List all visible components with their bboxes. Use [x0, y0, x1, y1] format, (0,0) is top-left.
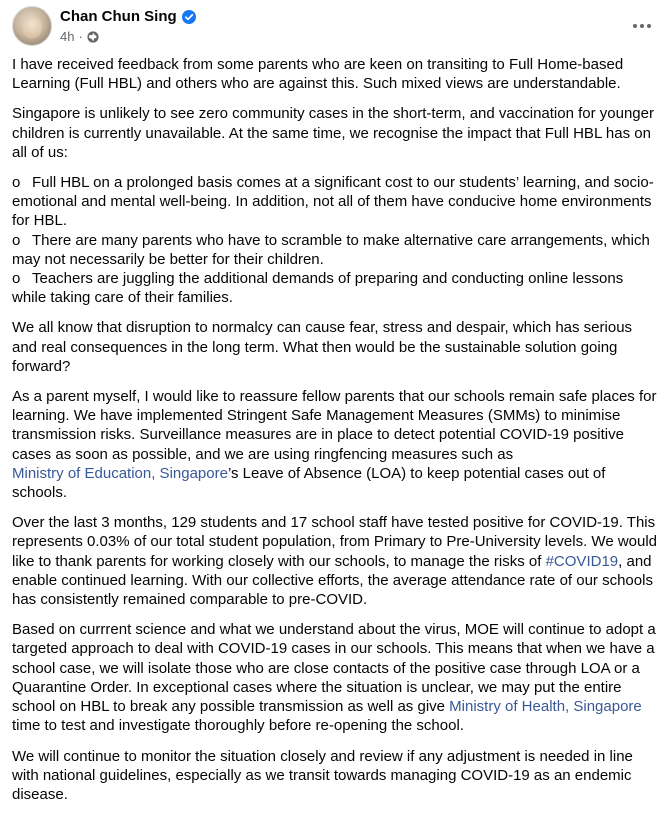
bullet-text: There are many parents who have to scramble to make alternative care arrangements, which may not necessarily be better for their children.	[12, 231, 650, 268]
globe-icon[interactable]	[87, 31, 99, 43]
paragraph-4	[12, 387, 660, 502]
paragraph-3: We all know that disruption to normalcy can cause fear, stress and despair, which has serious and real consequences in the long term. What then would be the sustainable solution going forward?	[12, 319, 633, 375]
post-meta	[60, 29, 99, 44]
paragraph-6-text-b: time to test and investigate thoroughly before re-opening the school.	[12, 717, 464, 735]
author-row	[60, 8, 196, 25]
covid19-hashtag-link[interactable]: #COVID19	[545, 552, 619, 570]
more-options-icon	[632, 16, 652, 34]
post-header	[0, 0, 670, 50]
verified-badge-icon	[182, 10, 196, 24]
avatar[interactable]	[12, 6, 52, 46]
author-name[interactable]: Chan Chun Sing	[60, 8, 177, 25]
paragraph-7: We will continue to monitor the situation closely and review if any adjustment is needed in line with national guidelines, especially as we transit towards managing COVID-19 as an endemic disease.	[12, 747, 633, 803]
paragraph-6-text-a: Based on currrent science and what we understand about the virus, MOE will continue to adopt a targeted approach to deal with COVID-19 cases in our schools. This means that when we have a school case, we will isolate those who are close contacts of the positive case through LOA or a Quarantine Order. In exceptional cases where the situation is unclear, we may put the entire school on HBL to break any possible transmission as well as give	[12, 621, 656, 716]
paragraph-2: Singapore is unlikely to see zero community cases in the short-term, and vaccination for younger children is currently unavailable. At the same time, we recognise the impact that Full HBL has on all of us:	[12, 105, 654, 161]
paragraph-4-text-a: As a parent myself, I would like to reassure fellow parents that our schools remain safe places for learning. We have implemented Stringent Safe Management Measures (SMMs) to minimise transmission risks. Surveillance measures are in place to detect potential COVID-19 positive cases as soon as possible, and we are using ringfencing measures such as	[12, 388, 657, 463]
paragraph-5-text-a: Over the last 3 months, 129 students and 17 school staff have tested positive for COVID-19. This represents 0.03% of our total student population, from Primary to Pre-University levels. We would like to thank parents for working closely with our schools, to manage the risks of	[12, 514, 658, 570]
bullet-mark: o	[12, 270, 21, 288]
moh-page-link[interactable]: Ministry of Health, Singapore	[449, 698, 642, 716]
bullet-mark: o	[12, 174, 21, 192]
paragraph-5-text-b: , and enable continued learning. With our collective efforts, the average attendance rate of our schools has consistently remained comparable to pre-COVID.	[12, 552, 653, 609]
bullet-mark: o	[12, 231, 21, 249]
paragraph-1: I have received feedback from some parents who are keen on transiting to Full Home-based Learning (Full HBL) and others who are against this. Such mixed views are understandable.	[12, 56, 624, 93]
post-time[interactable]: 4h	[60, 29, 75, 44]
bullet-text: Teachers are juggling the additional demands of preparing and conducting online lessons while taking care of their families.	[12, 270, 624, 307]
paragraph-5	[12, 513, 660, 609]
bullet-list	[12, 173, 660, 307]
list-item	[12, 269, 660, 307]
bullet-text: Full HBL on a prolonged basis comes at a significant cost to our students’ learning, and socio-emotional and mental well-being. In addition, not all of them have conducive home environments for HBL.	[12, 174, 654, 230]
post-body	[12, 55, 660, 815]
more-options-button[interactable]	[628, 14, 656, 36]
moe-page-link[interactable]: Ministry of Education, Singapore	[12, 464, 228, 482]
list-item	[12, 173, 660, 231]
avatar-face	[22, 15, 42, 39]
meta-separator: ·	[78, 29, 83, 44]
paragraph-6	[12, 620, 660, 735]
paragraph-4-text-b: ’s Leave of Absence (LOA) to keep potential cases out of schools.	[12, 464, 606, 502]
list-item	[12, 231, 660, 269]
